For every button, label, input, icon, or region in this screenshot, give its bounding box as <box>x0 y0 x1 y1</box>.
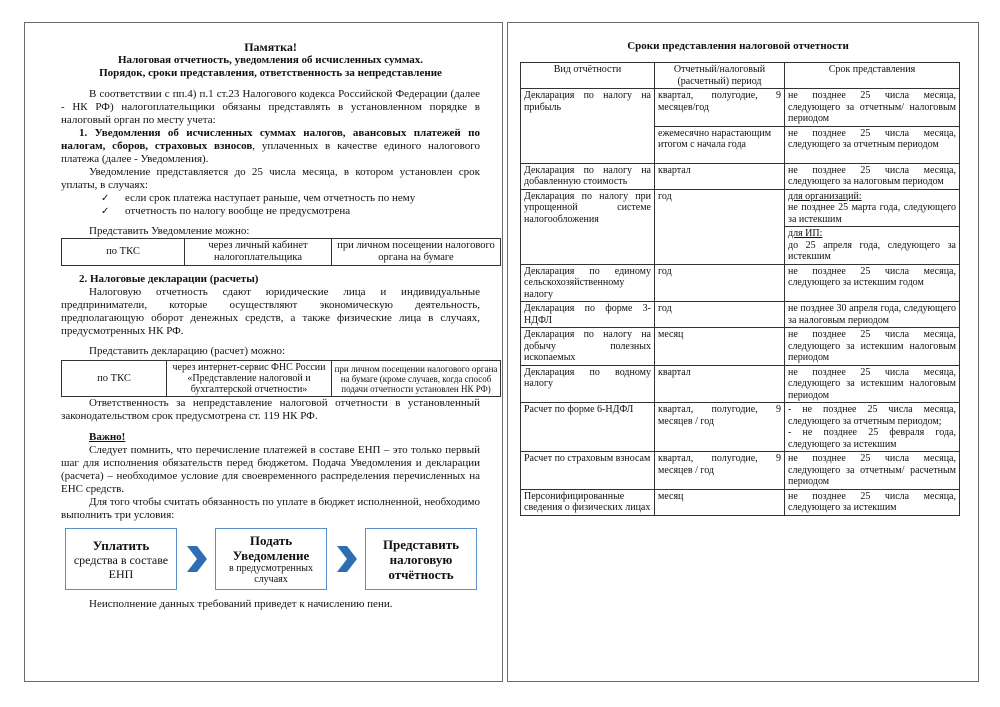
row-deadline: не позднее 25 числа месяца, следующего за истекшим налоговым периодом <box>785 365 960 403</box>
row-deadline <box>785 227 960 265</box>
deadlines-title: Сроки представления налоговой отчетности <box>627 40 849 52</box>
step-report <box>365 528 477 590</box>
table-row <box>521 365 960 403</box>
memo-subtitle-2: Порядок, сроки представления, ответственность за непредставление <box>99 67 442 79</box>
deadline-label: для организаций: <box>788 190 862 202</box>
chevron-right-icon <box>333 546 359 572</box>
row-type: Декларация по единому сельскохозяйственному налогу <box>521 264 655 302</box>
row-period: месяц <box>655 328 785 366</box>
row-type: Декларация по форме 3-НДФЛ <box>521 302 655 328</box>
check-mark-icon: ✓ <box>101 193 110 204</box>
table-header-row <box>521 63 960 89</box>
row-deadline <box>785 189 960 227</box>
notice-methods-table <box>61 238 501 266</box>
table-row <box>521 89 960 127</box>
row-period: год <box>655 189 785 264</box>
memo-page <box>24 22 503 682</box>
important-paragraph: Следует помнить, что перечисление платежей в составе ЕНП – это только первый шаг для исполнения обязательств перед бюджетом. Подача Уведомления и декларации (расчета) – необходимое условие для своевременного распределения перечисленных на ЕНС средств. <box>61 444 480 495</box>
step-report-title-2: налоговую <box>389 551 453 567</box>
table-row <box>521 489 960 515</box>
table-row <box>521 189 960 227</box>
row-deadline: не позднее 25 числа месяца, следующего за истекшим <box>785 489 960 515</box>
row-type: Декларация по налогу на добавленную стоимость <box>521 163 655 189</box>
row-period: год <box>655 302 785 328</box>
step-notice-title: Подать <box>249 533 293 548</box>
row-type: Декларация по налогу при упрощенной системе налогообложения <box>521 189 655 264</box>
notice-method-cabinet: через личный кабинет налогоплательщика <box>185 239 332 266</box>
checklist-text: если срок платежа наступает раньше, чем отчетность по нему <box>125 192 416 204</box>
row-type: Декларация по налогу на добычу полезных ископаемых <box>521 328 655 366</box>
memo-title: Памятка! <box>244 40 297 54</box>
row-type: Декларация по водному налогу <box>521 365 655 403</box>
deadlines-table <box>520 62 960 516</box>
section-1-heading <box>61 127 480 166</box>
row-period: год <box>655 264 785 302</box>
notice-submit-label: Представить Уведомление можно: <box>89 225 250 237</box>
table-row <box>521 328 960 366</box>
memo-subtitle-1: Налоговая отчетность, уведомления об исчисленных суммах. <box>117 54 424 66</box>
step-pay-title: Уплатить <box>92 537 150 553</box>
decl-method-online: через интернет-сервис ФНС России «Представление налоговой и бухгалтерской отчетности» <box>167 361 332 397</box>
row-period: квартал, полугодие, 9 месяцев / год <box>655 452 785 490</box>
step-pay <box>65 528 177 590</box>
notice-method-tks: по ТКС <box>62 239 185 266</box>
deadline-label: для ИП: <box>788 228 823 239</box>
checklist-item <box>61 205 480 218</box>
section-1-rest: , уплаченных в качестве единого налогового платежа (далее - Уведомления). <box>61 140 480 165</box>
section-2-heading: 2. Налоговые декларации (расчеты) <box>79 273 259 285</box>
row-deadline: не позднее 25 числа месяца, следующего за отчетным периодом <box>785 126 960 163</box>
row-deadline: не позднее 25 числа месяца, следующего за отчетным/ налоговым периодом <box>785 89 960 127</box>
three-conditions <box>65 528 480 590</box>
row-period: квартал <box>655 365 785 403</box>
step-notice-note: в предусмотренных случаях <box>229 563 313 585</box>
step-pay-text: средства в составе ЕНП <box>73 552 169 581</box>
row-type: Расчет по страховым взносам <box>521 452 655 490</box>
step-notice <box>215 528 327 590</box>
deadline-paragraph: Уведомление представляется до 25 числа месяца, в котором установлен срок уплаты, в случаях: <box>61 166 480 191</box>
step-notice-title-2: Уведомление <box>232 548 310 563</box>
section-2-paragraph: Налоговую отчетность сдают юридические лица и индивидуальные предприниматели, которые осуществляют экономическую деятельность, предполагающую оборот денежных средств, а также физические лица в случаях, предусмотренных НК РФ. <box>61 286 480 337</box>
table-row <box>521 264 960 302</box>
table-row <box>521 452 960 490</box>
row-deadline: не позднее 25 числа месяца, следующего за отчетным/ расчетным периодом <box>785 452 960 490</box>
deadlines-page <box>507 22 979 682</box>
row-period: квартал, полугодие, 9 месяцев / год <box>655 403 785 452</box>
row-deadline: не позднее 25 числа месяца, следующего за налоговым периодом <box>785 163 960 189</box>
check-mark-icon: ✓ <box>101 206 110 217</box>
deadline-text-2: - не позднее 25 февраля года, следующего за истекшим <box>788 427 956 450</box>
deadline-text: - не позднее 25 числа месяца, следующего за отчетным периодом; <box>788 404 956 427</box>
row-deadline: не позднее 30 апреля года, следующего за налоговым периодом <box>785 302 960 328</box>
step-report-title: Представить <box>382 536 460 552</box>
table-row <box>521 403 960 452</box>
step-report-title-3: отчётность <box>388 566 454 582</box>
header-period: Отчетный/налоговый (расчетный) период <box>655 63 785 89</box>
deadline-text: до 25 апреля года, следующего за истекшим <box>788 239 956 262</box>
row-type: Персонифицированные сведения о физических лицах <box>521 489 655 515</box>
row-deadline: не позднее 25 числа месяца, следующего за истекшим годом <box>785 264 960 302</box>
checklist-text: отчетность по налогу вообще не предусмотрена <box>125 205 351 217</box>
responsibility-paragraph: Ответственность за непредставление налоговой отчетности в установленный законодательством срок предусмотрена ст. 119 НК РФ. <box>61 397 480 422</box>
conditions-intro: Для того чтобы считать обязанность по уплате в бюджет исполненной, необходимо выполнить три условия: <box>61 496 480 521</box>
deadline-text: не позднее 25 марта года, следующего за истекшим <box>788 202 956 225</box>
row-period: ежемесячно нарастающим итогом с начала года <box>655 126 785 163</box>
decl-submit-label: Представить декларацию (расчет) можно: <box>89 345 286 357</box>
decl-methods-table <box>61 360 501 397</box>
checklist-item <box>61 192 480 205</box>
row-deadline <box>785 403 960 452</box>
table-row <box>521 163 960 189</box>
chevron-right-icon <box>183 546 209 572</box>
penalty-paragraph: Неисполнение данных требований приведет к начислению пени. <box>89 598 393 610</box>
row-period: месяц <box>655 489 785 515</box>
important-heading: Важно! <box>89 431 126 443</box>
notice-method-paper: при личном посещении налогового органа на бумаге <box>332 239 501 266</box>
row-type: Декларация по налогу на прибыль <box>521 89 655 164</box>
header-deadline: Срок представления <box>785 63 960 89</box>
table-row <box>521 302 960 328</box>
row-period: квартал, полугодие, 9 месяцев/год <box>655 89 785 127</box>
decl-method-paper: при личном посещении налогового органа на бумаге (кроме случаев, когда способ подачи отчетности установлен НК РФ) <box>332 361 501 397</box>
intro-paragraph: В соответствии с пп.4) п.1 ст.23 Налогового кодекса Российской Федерации (далее - НК РФ) налогоплательщики обязаны представлять в установленном порядке в налоговый орган по месту учета: <box>61 88 480 126</box>
row-type: Расчет по форме 6-НДФЛ <box>521 403 655 452</box>
row-period: квартал <box>655 163 785 189</box>
decl-method-tks: по ТКС <box>62 361 167 397</box>
section-1-bold: 1. Уведомления об исчисленных суммах налогов, авансовых платежей по налогам, сборов, страховых взносов <box>61 127 480 152</box>
row-deadline: не позднее 25 числа месяца, следующего за истекшим налоговым периодом <box>785 328 960 366</box>
header-type: Вид отчётности <box>521 63 655 89</box>
